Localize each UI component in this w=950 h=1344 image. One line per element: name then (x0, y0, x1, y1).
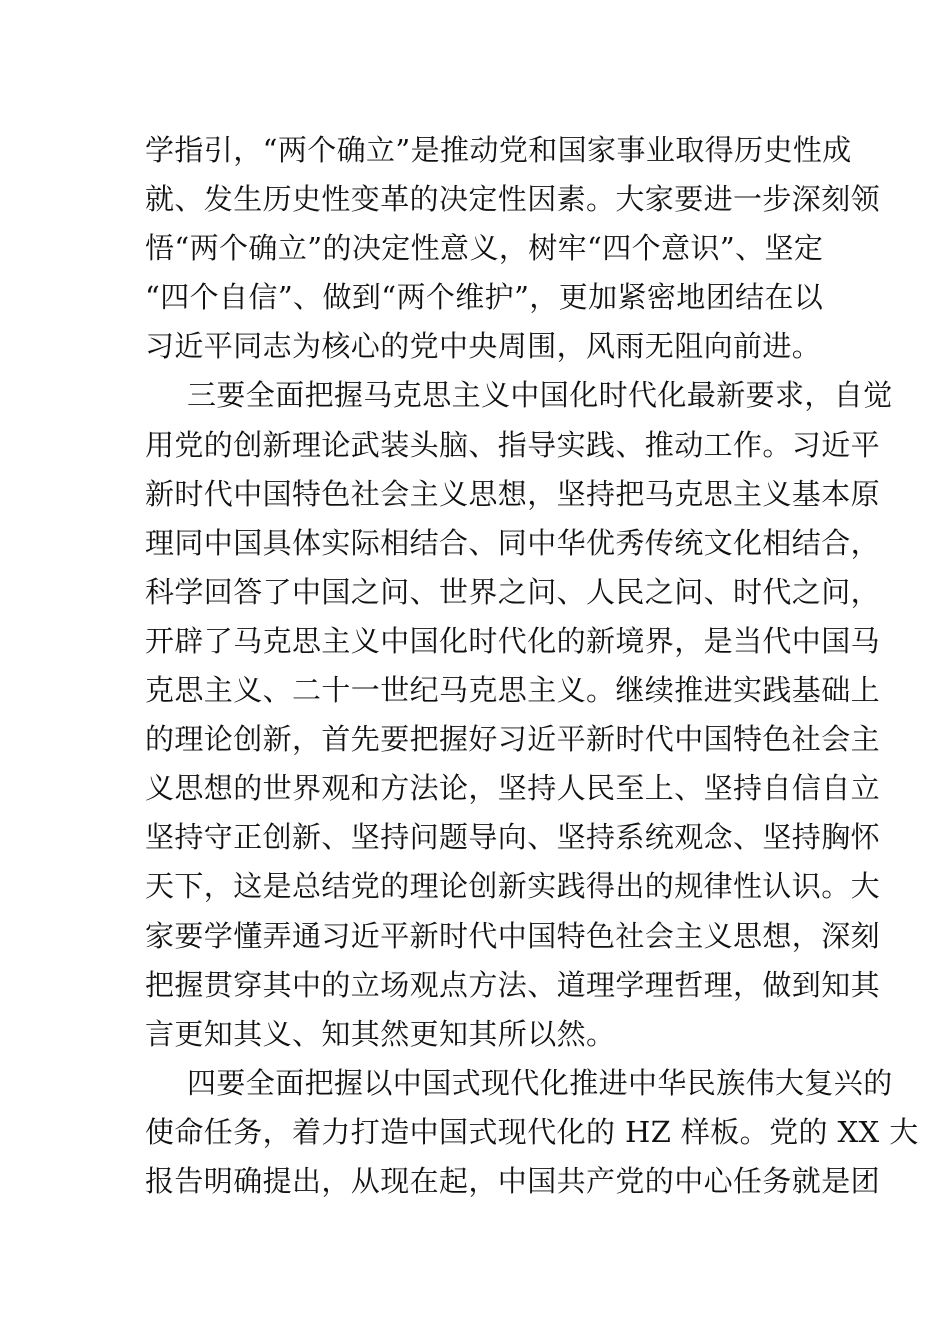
body-text (145, 126, 919, 1206)
paragraph-start-line: 四要全面把握以中国式现代化推进中华民族伟大复兴的 (187, 1065, 893, 1100)
text-line: 悟“两个确立”的决定性意义，树牢“四个意识”、坚定 (145, 231, 824, 266)
text-line: 理同中国具体实际相结合、同中华优秀传统文化相结合， (145, 525, 881, 560)
text-line: 报告明确提出，从现在起，中国共产党的中心任务就是团 (145, 1163, 881, 1198)
paragraph-start-line: 三要全面把握马克思主义中国化时代化最新要求，自觉 (187, 378, 893, 413)
text-line: 克思主义、二十一世纪马克思主义。继续推进实践基础上 (145, 673, 881, 708)
text-line: 坚持守正创新、坚持问题导向、坚持系统观念、坚持胸怀 (145, 820, 881, 855)
text-line: 就、发生历史性变革的决定性因素。大家要进一步深刻领 (145, 182, 881, 217)
text-line: 的理论创新，首先要把握好习近平新时代中国特色社会主 (145, 722, 881, 757)
text-line: 天下，这是总结党的理论创新实践得出的规律性认识。大 (145, 869, 881, 904)
text-line: 习近平同志为核心的党中央周围，风雨无阻向前进。 (145, 329, 822, 364)
text-line: 开辟了马克思主义中国化时代化的新境界，是当代中国马 (145, 623, 881, 658)
text-line: 家要学懂弄通习近平新时代中国特色社会主义思想，深刻 (145, 918, 881, 953)
text-line: 新时代中国特色社会主义思想，坚持把马克思主义基本原 (145, 476, 881, 511)
text-line: 义思想的世界观和方法论，坚持人民至上、坚持自信自立 (145, 771, 881, 806)
text-line: 把握贯穿其中的立场观点方法、道理学理哲理，做到知其 (145, 967, 881, 1002)
text-line: 学指引，“两个确立”是推动党和国家事业取得历史性成 (145, 133, 852, 167)
text-line: 科学回答了中国之问、世界之问、人民之问、时代之问， (145, 574, 881, 609)
text-line: “四个自信”、做到“两个维护”，更加紧密地团结在以 (145, 280, 824, 315)
text-line: 使命任务，着力打造中国式现代化的 HZ 样板。党的 XX 大 (145, 1114, 919, 1149)
text-line: 言更知其义、知其然更知其所以然。 (145, 1016, 616, 1051)
text-line: 用党的创新理论武装头脑、指导实践、推动工作。习近平 (145, 427, 881, 462)
